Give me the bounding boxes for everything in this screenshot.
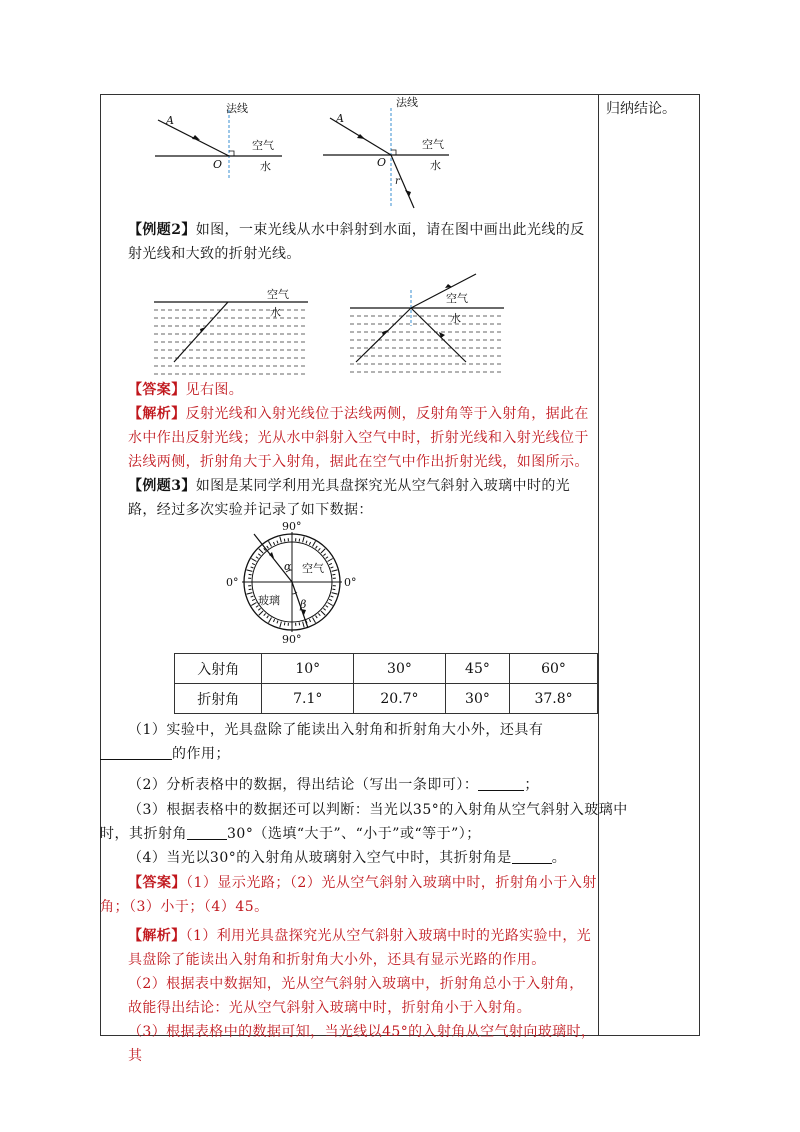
question-4: （4）当光以30°的入射角从玻璃射入空气中时，其折射角是 。 — [128, 850, 567, 866]
label-glass: 玻璃 — [258, 594, 280, 607]
table-row: 入射角 10° 30° 45° 60° — [175, 654, 598, 684]
label-beta: β — [300, 598, 307, 611]
label-o: O — [377, 156, 387, 169]
ray-arrow — [382, 330, 388, 336]
disk-tick — [284, 622, 285, 625]
question-3-line-2: 时，其折射角 30°（选填“大于”、“小于”或“等于”）； — [100, 826, 481, 842]
disk-tick — [249, 589, 252, 590]
disk-tick — [284, 539, 285, 542]
label-air: 空气 — [302, 562, 324, 575]
disk-tick — [332, 589, 335, 590]
water-pattern — [154, 310, 308, 374]
example-3-question: 【例题3】如图是某同学利用光具盘探究光从空气斜射入玻璃中时的光路，经过多次实验并记录了如下数据： — [128, 478, 571, 518]
label-air: 空气 — [422, 138, 444, 151]
label-r: r — [395, 176, 400, 187]
label-air: 空气 — [446, 292, 468, 305]
label-air: 空气 — [267, 288, 289, 301]
disk-tick — [299, 622, 300, 625]
label-a: A — [166, 114, 174, 127]
example-3-analysis-2: （2）根据表中数据知，光从空气斜射入玻璃中，折射角总小于入射角，故能得出结论：光从空气斜射入玻璃中时，折射角小于入射角。 — [128, 976, 584, 1016]
label-normal: 法线 — [396, 96, 418, 109]
answer-blank — [187, 825, 227, 840]
optical-disk-figure — [224, 520, 364, 648]
label-water: 水 — [430, 159, 441, 172]
label-0-left: 0° — [226, 576, 239, 589]
example-2-answer: 【答案】见右图。 — [128, 382, 244, 398]
example-2-analysis: 【解析】反射光线和入射光线位于法线两侧，反射角等于入射角，据此在水中作出反射光线；光从水中斜射入空气中时，折射光线和入射光线位于法线两侧，折射角大于入射角，据此在空气中作出折射光线，如图所示。 — [128, 406, 589, 470]
side-note: 归纳结论。 — [606, 101, 676, 117]
example-3-answer-line-2: 角；（3）小于；（4）45。 — [100, 899, 269, 915]
example-2-figure-right — [348, 268, 508, 378]
label-water: 水 — [260, 160, 271, 173]
example-3-analysis-1: 【解析】（1）利用光具盘探究光从空气斜射入玻璃中时的光路实验中，光具盘除了能读出入射角和折射角大小外，还具有显示光路的作用。 — [128, 928, 592, 968]
label-water: 水 — [270, 306, 281, 319]
column-divider — [598, 94, 599, 1036]
label-90-top: 90° — [282, 520, 302, 533]
example-3-answer-line-1: 【答案】（1）显示光路；（2）光从空气斜射入玻璃中时，折射角小于入射 — [128, 875, 597, 891]
question-1-line-1: （1）实验中，光具盘除了能读出入射角和折射角大小外，还具有 — [128, 722, 544, 738]
label-air: 空气 — [252, 139, 274, 152]
example-2-figure-left — [152, 286, 312, 378]
question-2: （2）分析表格中的数据，得出结论（写出一条即可）： ； — [128, 777, 539, 793]
table-row: 折射角 7.1° 20.7° 30° 37.8° — [175, 684, 598, 714]
angle-data-table — [174, 653, 598, 714]
answer-blank — [478, 776, 524, 791]
label-a: A — [336, 112, 344, 125]
disk-tick — [249, 574, 252, 575]
question-1-line-2: 的作用； — [100, 743, 598, 763]
disk-tick — [299, 539, 300, 542]
answer-blank — [512, 849, 552, 864]
answer-blank — [100, 745, 172, 760]
question-3-line-1: （3）根据表格中的数据还可以判断：当光以35°的入射角从空气斜射入玻璃中 — [128, 802, 628, 818]
label-alpha: α — [284, 560, 292, 573]
disk-tick — [332, 574, 335, 575]
label-water: 水 — [450, 312, 461, 325]
ray-arrow — [200, 327, 206, 333]
example-3-analysis-3: （3）根据表格中的数据可知，当光线以45°的入射角从空气射向玻璃时，其 — [128, 1024, 596, 1064]
label-90-bottom: 90° — [282, 633, 302, 646]
example-2-question: 【例题2】如图，一束光线从水中斜射到水面，请在图中画出此光线的反射光线和大致的折射光线。 — [128, 222, 585, 262]
label-o: O — [213, 158, 223, 171]
label-normal: 法线 — [226, 102, 248, 115]
label-0-right: 0° — [344, 576, 357, 589]
